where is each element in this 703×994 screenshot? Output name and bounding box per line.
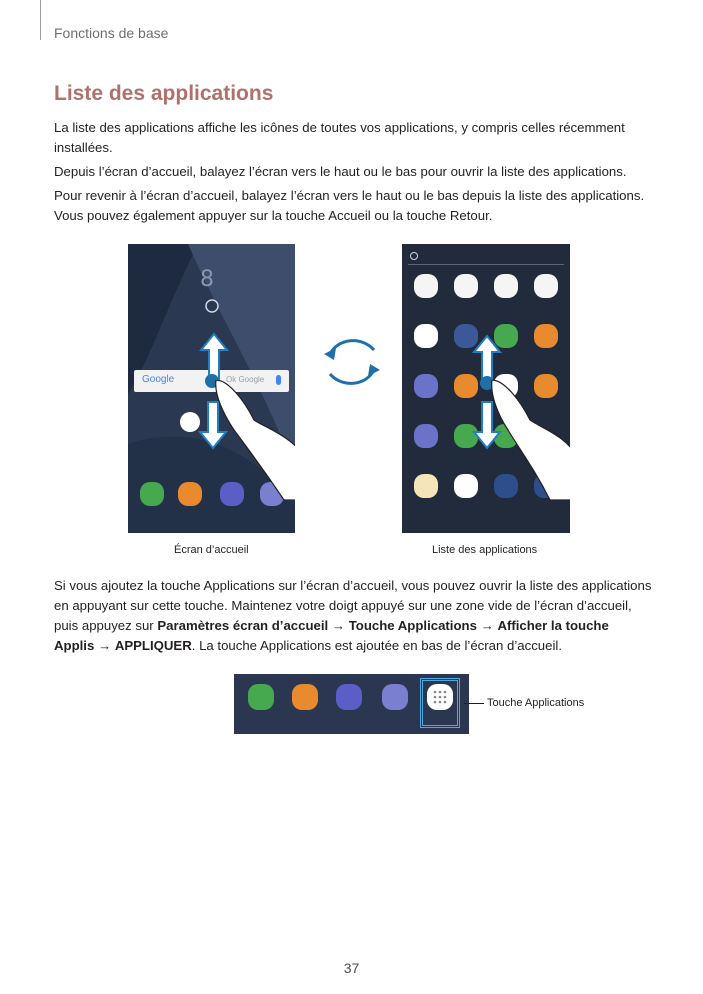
dock-messages-icon[interactable] (178, 482, 202, 506)
play-store-icon[interactable] (414, 324, 438, 348)
play-store-icon[interactable] (180, 412, 200, 432)
app-icon-1[interactable] (414, 274, 438, 298)
notes-icon[interactable] (414, 474, 438, 498)
paragraph-return-line2: Vous pouvez également appuyer sur la touche Accueil ou la touche Retour. (54, 208, 493, 223)
apps-grid-icon (433, 690, 447, 704)
caption-apps-list: Liste des applications (432, 544, 538, 556)
hand-gesture-icon (214, 380, 295, 500)
linkedin-icon[interactable] (454, 474, 478, 498)
hand-gesture-icon (490, 380, 570, 500)
caption-home-screen: Écran d’accueil (174, 544, 249, 556)
svg-text:8: 8 (200, 267, 214, 292)
paragraph-return (54, 186, 654, 226)
page-title: Liste des applications (54, 82, 274, 105)
caption-apps-key: Touche Applications (487, 697, 585, 709)
paragraph-intro: La liste des applications affiche les icônes de toutes vos applications, y compris celles récemment installées. (54, 120, 625, 155)
app-icon-4[interactable] (534, 274, 558, 298)
bold-show-apps-key: Afficher la touche Applis (54, 618, 609, 653)
header-rule (40, 0, 41, 40)
google-logo: Google (142, 374, 175, 385)
callout-line (464, 703, 484, 704)
app-icon-2[interactable] (454, 274, 478, 298)
apps-list-illustration (402, 244, 570, 533)
dock-messages-icon[interactable] (292, 684, 318, 710)
apps-key-text-2: . La touche Applications est ajoutée en bas de l’écran d’accueil. (191, 638, 562, 653)
bold-home-settings: Paramètres écran d’accueil (157, 618, 329, 633)
arrow-2: → (476, 618, 498, 633)
arrow-1: → (328, 618, 349, 633)
paragraph-swipe: Depuis l’écran d’accueil, balayez l’écran vers le haut ou le bas pour ouvrir la liste des applications. (54, 164, 627, 179)
paragraph-return-line1: Pour revenir à l’écran d’accueil, balayez l’écran vers le haut ou le bas depuis la liste des applications. (54, 188, 645, 203)
home-screen-illustration (128, 244, 295, 533)
bold-apply: APPLIQUER (114, 638, 192, 653)
bold-apps-key: Touche Applications (348, 618, 477, 633)
voice-search-hint: Ok Google (226, 375, 265, 384)
dock-illustration (234, 674, 469, 734)
camera-icon[interactable] (414, 374, 438, 398)
messages-icon[interactable] (534, 324, 558, 348)
arrow-3: → (94, 638, 115, 653)
switch-arrows-icon (322, 332, 382, 392)
apps-key-text-1: Si vous ajoutez la touche Applications sur l’écran d’accueil, vous pouvez ouvrir la liste des applications en appuyant sur cette touche. Maintenez votre doigt appuyé sur une zone vide de l’écran d’accueil, puis appuyez sur (54, 578, 652, 633)
section-header: Fonctions de base (54, 25, 169, 41)
apps-search-bar[interactable] (408, 250, 564, 265)
dock-internet-icon[interactable] (336, 684, 362, 710)
dock-camera-icon[interactable] (382, 684, 408, 710)
settings-icon[interactable] (414, 424, 438, 448)
app-icon-3[interactable] (494, 274, 518, 298)
dock-phone-icon[interactable] (248, 684, 274, 710)
search-icon (410, 252, 418, 260)
dock-phone-icon[interactable] (140, 482, 164, 506)
page-number: 37 (343, 960, 360, 976)
paragraph-apps-key (54, 576, 652, 656)
